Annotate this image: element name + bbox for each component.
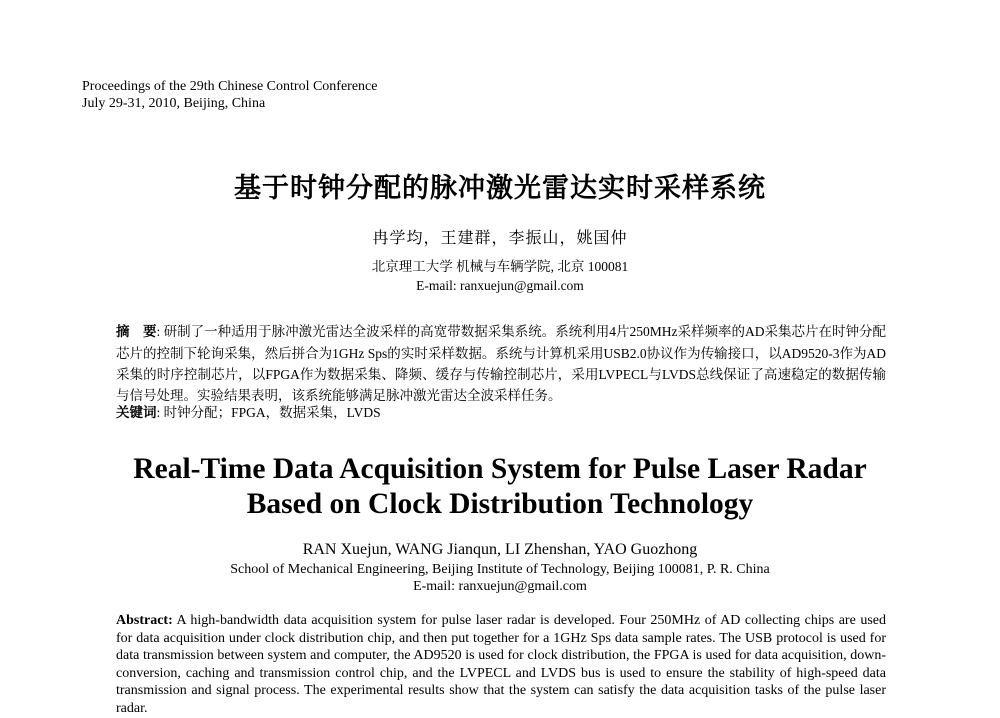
english-email: E-mail: ranxuejun@gmail.com — [413, 579, 587, 594]
chinese-affiliation: 北京理工大学 机械与车辆学院, 北京 100081 — [371, 259, 629, 274]
chinese-abstract-label: 摘 要 — [116, 324, 157, 340]
chinese-abstract-text: : 研制了一种适用于脉冲激光雷达全波采样的高宽带数据采集系统。系统利用4片250MHz采样频率的AD采集芯片在时钟分配芯片的控制下轮询采集，然后拼合为1GHz Sps的实时采样数据。系统与计算机采用USB2.0协议作为传输接口，以AD9520-3作为AD采集的时序控制芯片，以FPGA作为数据采集、降频、缓存与传输控制芯片，采用LVPECL与LVDS总线保证了高速稳定的数据传输与信号处理。实验结果表明，该系统能够满足脉冲激光雷达全波采样任务。 — [116, 324, 887, 403]
english-abstract-label: Abstract: — [116, 613, 173, 628]
english-affiliation: School of Mechanical Engineering, Beijing Institute of Technology, Beijing 100081, P. R. China — [230, 562, 770, 577]
chinese-keywords-text: : 时钟分配；FPGA，数据采集，LVDS — [156, 405, 381, 420]
english-abstract-text: A high-bandwidth data acquisition system for pulse laser radar is developed. Four 250MHz of AD collecting chips are used for data acquisition under clock distribution chip, and then put together for a 1GHz Sps data sample rates. The USB protocol is used for data transmission between system and computer, the AD9520 is used for clock distribution, the FPGA is used for data acquisition, down-conversion, caching and transmission control chip, and the LVPECL and LVDS bus is used to ensure the stability of high-speed data transmission and signal process. The experimental results show that the system can satisfy the data acquisition tasks of the pulse laser radar. — [116, 613, 886, 716]
proceedings-line-1: Proceedings of the 29th Chinese Control Conference — [82, 79, 378, 94]
chinese-title: 基于时钟分配的脉冲激光雷达实时采样系统 — [234, 173, 766, 204]
english-title — [0, 452, 1000, 522]
chinese-affiliation-block — [0, 257, 1000, 295]
english-title-line-1: Real-Time Data Acquisition System for Pulse Laser Radar — [133, 453, 867, 485]
chinese-abstract — [116, 321, 886, 406]
english-title-line-2: Based on Clock Distribution Technology — [246, 488, 754, 520]
chinese-keywords — [116, 403, 886, 423]
proceedings-line-2: July 29-31, 2010, Beijing, China — [82, 96, 266, 111]
english-affiliation-block — [0, 561, 1000, 595]
chinese-authors: 冉学均，王建群，李振山，姚国仲 — [372, 230, 628, 247]
english-authors: RAN Xuejun, WANG Jianqun, LI Zhenshan, YAO Guozhong — [302, 541, 698, 558]
chinese-email: E-mail: ranxuejun@gmail.com — [416, 278, 584, 293]
english-abstract — [116, 612, 886, 718]
proceedings-header — [82, 78, 377, 112]
chinese-keywords-label: 关键词 — [116, 405, 157, 421]
